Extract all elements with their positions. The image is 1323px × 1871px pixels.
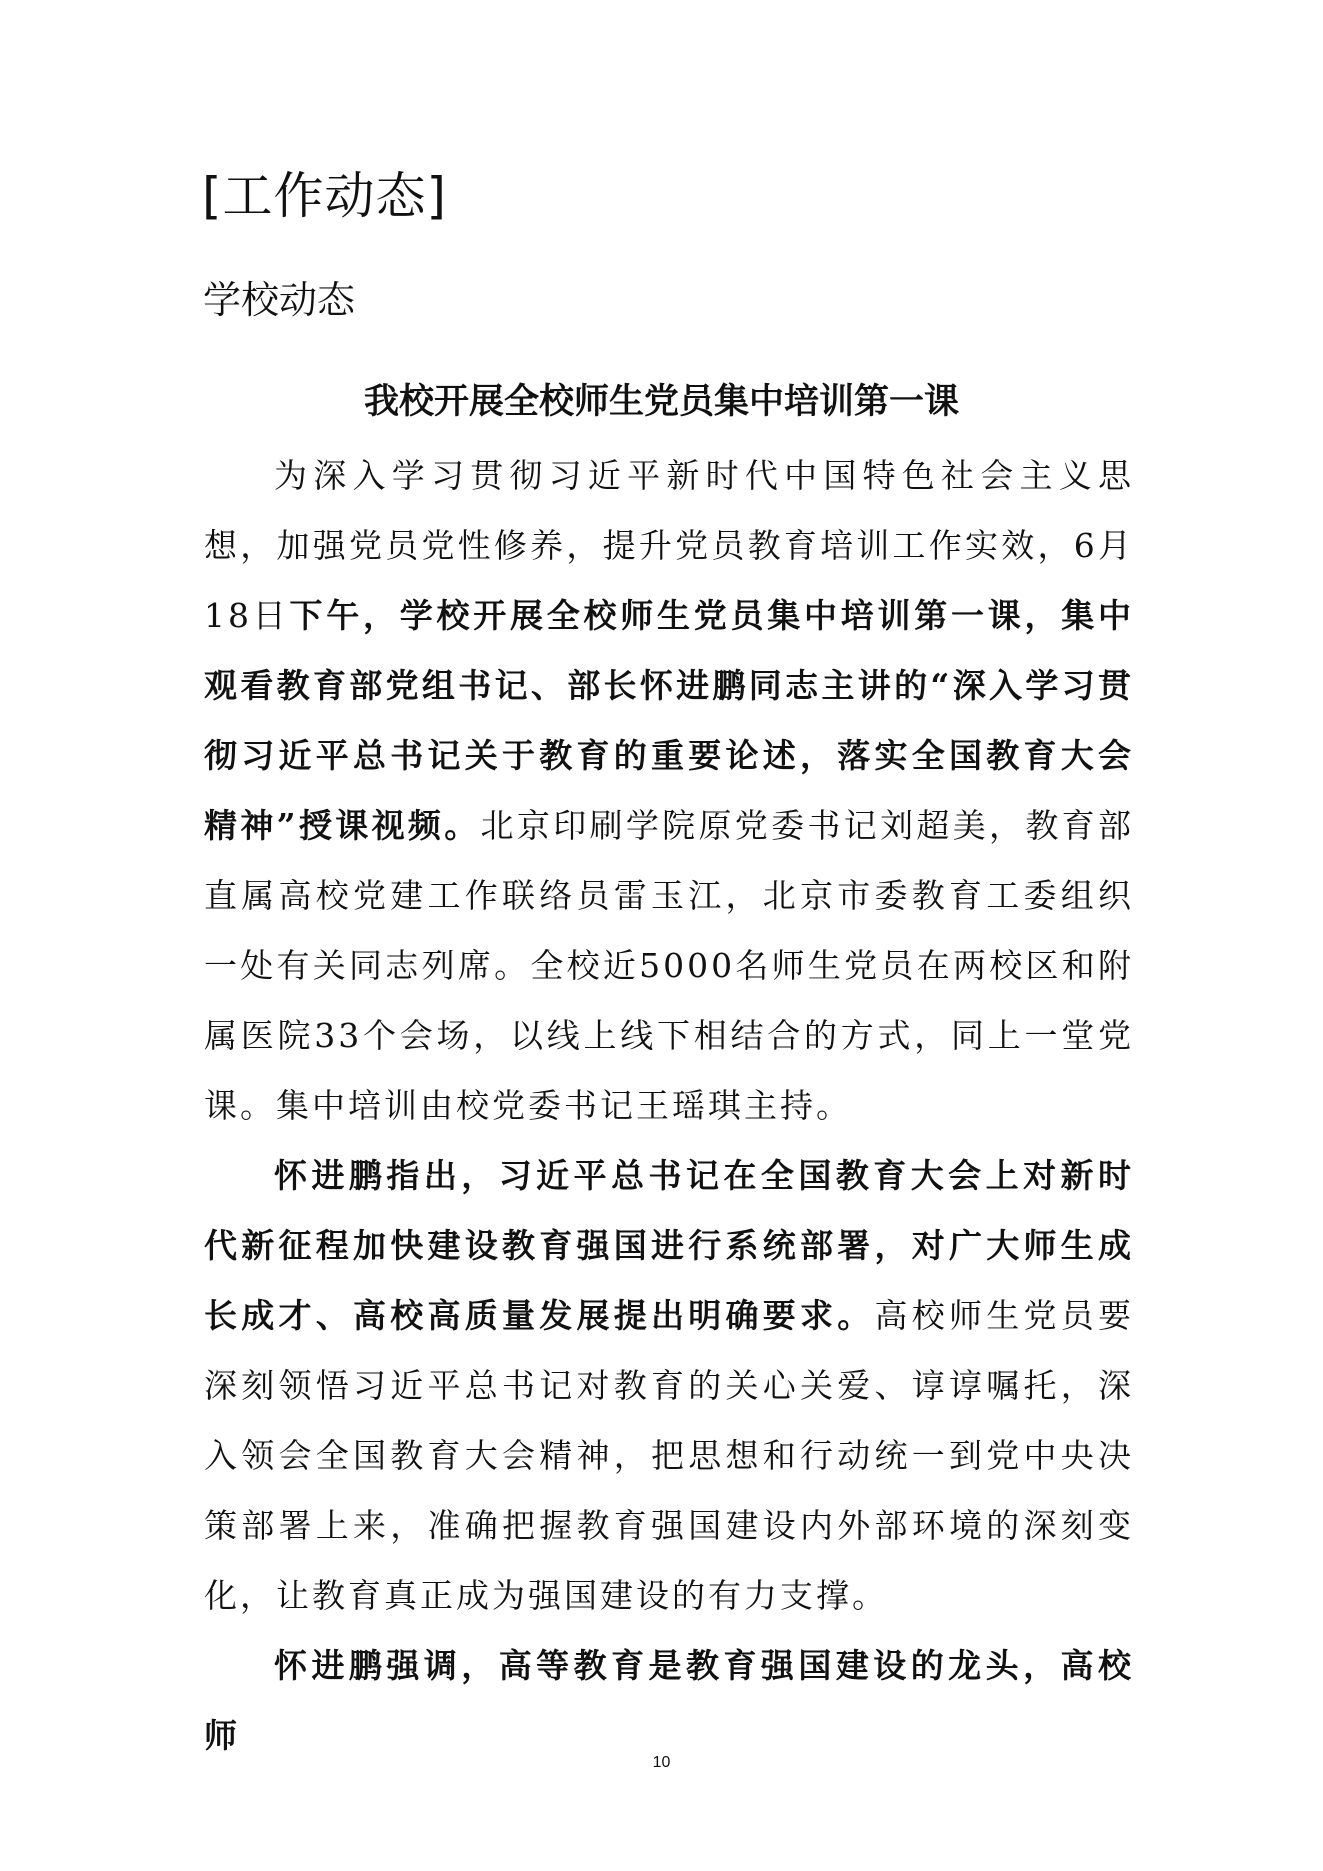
section-title: [工作动态] [202,167,448,225]
sub-section-title: 学校动态 [203,278,356,322]
paragraph-3-bold-text: 怀进鹏强调，高等教育是教育强国建设的龙头，高校师 [204,1646,1134,1755]
paragraph-2 [204,1141,1134,1631]
page-number: 10 [652,1754,671,1771]
paragraph-1-bold-text: 下午，学校开展全校师生党员集中培训第一课，集中观看教育部党组书记、部长怀进鹏同志主讲的“深入学习贯彻习近平总书记关于教育的重要论述，落实全国教育大会精神”授课视频。 [204,596,1134,845]
paragraph-3 [204,1631,1134,1771]
paragraph-2-text-continued: 高校师生党员要深刻领悟习近平总书记对教育的关心关爱、谆谆嘱托，深入领会全国教育大会精神，把思想和行动统一到党中央决策部署上来，准确把握教育强国建设内外部环境的深刻变化，让教育真正成为强国建设的有力支撑。 [204,1296,1134,1615]
paragraph-1-text-continued: 北京印刷学院原党委书记刘超美，教育部直属高校党建工作联络员雷玉江，北京市委教育工委组织一处有关同志列席。全校近5000名师生党员在两校区和附属医院33个会场，以线上线下相结合的方式，同上一堂党课。集中培训由校党委书记王瑶琪主持。 [204,806,1134,1125]
article-title: 我校开展全校师生党员集中培训第一课 [363,381,959,422]
paragraph-1 [204,441,1134,1141]
article-body [204,441,1134,1771]
paragraph-1-text: 为深入学习贯彻习近平新时代中国特色社会主义思想，加强党员党性修养，提升党员教育培训工作实效，6月18日 [204,456,1134,635]
paragraph-2-bold-text: 怀进鹏指出，习近平总书记在全国教育大会上对新时代新征程加快建设教育强国进行系统部署，对广大师生成长成才、高校高质量发展提出明确要求。 [204,1156,1134,1335]
